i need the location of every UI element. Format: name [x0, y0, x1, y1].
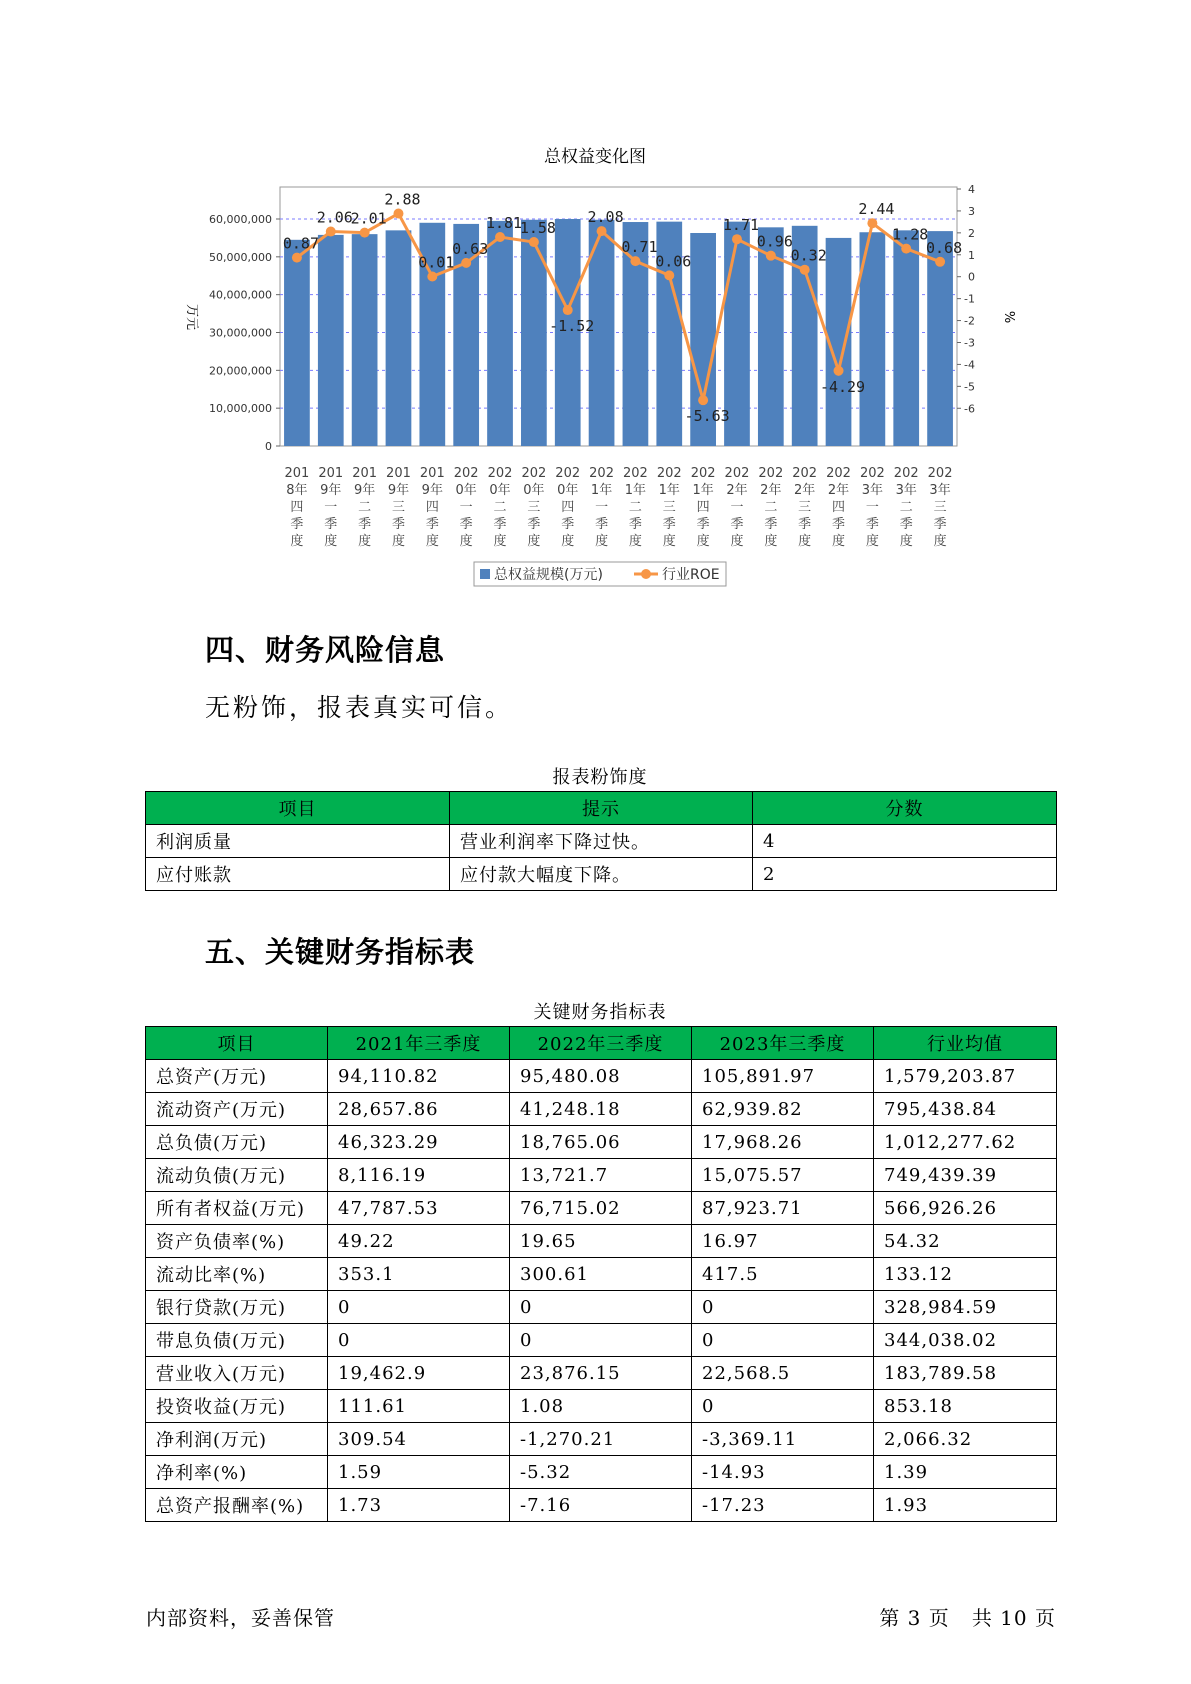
- roe-data-label: 1.81: [485, 214, 523, 233]
- indicator-table-cell: 总负债(万元): [146, 1126, 328, 1159]
- footer-confidential-note: 内部资料，妥善保管: [146, 1606, 335, 1630]
- y-right-tick-label: -5: [964, 380, 975, 394]
- x-category-label: 三: [933, 500, 947, 515]
- y-right-tick-label: -4: [964, 358, 975, 372]
- indicator-table-cell: 328,984.59: [874, 1291, 1057, 1324]
- indicator-table-cell: 47,787.53: [328, 1192, 510, 1225]
- indicator-table-cell: 2,066.32: [874, 1423, 1057, 1456]
- indicator-table-cell: 1.59: [328, 1456, 510, 1489]
- y-right-tick-label: -2: [964, 314, 975, 328]
- y-right-tick-label: 1: [968, 248, 975, 262]
- indicator-table-cell: 28,657.86: [328, 1093, 510, 1126]
- roe-point: [834, 366, 844, 376]
- x-category-label: 一: [459, 500, 473, 515]
- x-category-label: 度: [425, 534, 439, 549]
- x-category-label: 9年: [353, 483, 376, 498]
- indicator-table-cell: 8,116.19: [328, 1159, 510, 1192]
- roe-point: [867, 218, 877, 228]
- x-category-label: 1年: [658, 483, 680, 498]
- legend-line-marker: [641, 569, 651, 579]
- risk-table-row: [146, 825, 1057, 858]
- x-category-label: 3年: [861, 483, 884, 498]
- x-category-label: 202: [792, 466, 818, 481]
- roe-data-label: -5.63: [684, 407, 730, 426]
- x-category-label: 二: [493, 500, 507, 515]
- equity-bar: [487, 221, 513, 446]
- roe-point: [292, 253, 302, 263]
- x-category-label: 202: [893, 466, 919, 481]
- roe-point: [495, 232, 505, 242]
- y-left-tick-label: 20,000,000: [209, 364, 272, 378]
- indicator-table-cell: 344,038.02: [874, 1324, 1057, 1357]
- indicator-table-cell: -7.16: [510, 1489, 692, 1522]
- x-category-label: 2年: [726, 483, 748, 498]
- roe-point: [630, 256, 640, 266]
- x-category-label: 度: [798, 534, 812, 549]
- x-category-label: 2年: [794, 483, 816, 498]
- x-category-label: 0年: [489, 483, 511, 498]
- roe-data-label: -4.29: [819, 377, 866, 396]
- roe-data-label: -1.52: [549, 317, 595, 336]
- legend-bar-label: 总权益规模(万元): [494, 567, 603, 583]
- x-category-label: 9年: [421, 483, 443, 498]
- x-category-label: 季: [425, 517, 439, 532]
- indicator-table-cell: 流动比率(%): [146, 1258, 328, 1291]
- indicator-table-cell: 净利润(万元): [146, 1423, 328, 1456]
- indicator-table-cell: 营业收入(万元): [146, 1357, 328, 1390]
- indicator-table-row: [146, 1489, 1057, 1522]
- risk-table-row: [146, 858, 1057, 891]
- x-category-label: 1年: [624, 483, 647, 498]
- x-category-label: 二: [899, 500, 913, 515]
- indicator-table-cell: 0: [692, 1291, 874, 1324]
- x-category-label: 四: [290, 500, 304, 515]
- indicator-table-cell: 1.93: [874, 1489, 1057, 1522]
- roe-point: [935, 257, 945, 267]
- x-category-label: 二: [628, 500, 642, 515]
- x-category-label: 202: [589, 466, 614, 481]
- risk-table-header-cell: 提示: [450, 792, 753, 825]
- risk-table-cell: 2: [753, 858, 1057, 891]
- x-category-label: 季: [696, 517, 710, 532]
- x-category-label: 202: [826, 466, 851, 481]
- x-category-label: 201: [284, 466, 310, 481]
- indicator-table-cell: 795,438.84: [874, 1093, 1057, 1126]
- indicator-table-cell: -14.93: [692, 1456, 874, 1489]
- x-category-label: 三: [662, 500, 676, 515]
- indicator-table-cell: 流动负债(万元): [146, 1159, 328, 1192]
- indicator-table-cell: 0: [510, 1291, 692, 1324]
- indicator-table-cell: 300.61: [510, 1258, 692, 1291]
- x-category-label: 202: [487, 466, 513, 481]
- indicator-table-cell: 46,323.29: [328, 1126, 510, 1159]
- x-category-label: 1年: [692, 483, 714, 498]
- x-category-label: 度: [324, 534, 338, 549]
- x-category-label: 四: [832, 500, 846, 515]
- indicator-table-cell: 49.22: [328, 1225, 510, 1258]
- indicator-table-header-cell: 2022年三季度: [510, 1027, 692, 1060]
- x-category-label: 度: [628, 534, 642, 549]
- x-category-label: 202: [758, 466, 784, 481]
- indicator-table-cell: 54.32: [874, 1225, 1057, 1258]
- indicator-table-cell: 总资产(万元): [146, 1060, 328, 1093]
- roe-data-label: 2.88: [384, 190, 421, 209]
- indicator-table-row: [146, 1159, 1057, 1192]
- indicator-table-cell: 18,765.06: [510, 1126, 692, 1159]
- risk-table-cell: 应付款大幅度下降。: [450, 858, 753, 891]
- roe-point: [901, 244, 911, 254]
- equity-bar: [284, 240, 310, 446]
- y-left-tick-label: 30,000,000: [209, 326, 272, 340]
- indicator-table-cell: 银行贷款(万元): [146, 1291, 328, 1324]
- roe-data-label: 0.87: [282, 234, 319, 253]
- indicator-table-header: [146, 1027, 1057, 1060]
- indicator-table-row: [146, 1225, 1057, 1258]
- roe-data-label: 2.01: [350, 209, 387, 228]
- x-category-label: 0年: [557, 483, 579, 498]
- risk-table-caption: 报表粉饰度: [552, 767, 648, 788]
- x-category-label: 度: [561, 534, 575, 549]
- y-right-axis-label: %: [1001, 310, 1016, 324]
- roe-point: [698, 395, 708, 405]
- x-category-label: 季: [730, 517, 744, 532]
- indicator-table-row: [146, 1291, 1057, 1324]
- risk-table-header-cell: 项目: [146, 792, 450, 825]
- x-category-label: 季: [561, 517, 575, 532]
- x-category-label: 9年: [387, 483, 410, 498]
- section4-heading: 四、财务风险信息: [205, 633, 446, 667]
- x-category-label: 3年: [895, 483, 917, 498]
- x-category-label: 度: [358, 534, 372, 549]
- x-category-label: 度: [730, 534, 744, 549]
- equity-bar: [352, 234, 378, 446]
- x-category-label: 三: [527, 500, 541, 515]
- indicator-table-cell: 87,923.71: [692, 1192, 874, 1225]
- x-category-label: 8年: [286, 483, 308, 498]
- roe-point: [732, 234, 742, 244]
- indicator-table-cell: 0: [510, 1324, 692, 1357]
- x-category-label: 202: [453, 466, 479, 481]
- indicator-table-cell: 566,926.26: [874, 1192, 1057, 1225]
- indicator-table-cell: 353.1: [328, 1258, 510, 1291]
- roe-point: [326, 227, 336, 237]
- x-category-label: 三: [391, 500, 405, 515]
- indicator-table-cell: 带息负债(万元): [146, 1324, 328, 1357]
- x-category-label: 202: [690, 466, 716, 481]
- risk-table-cell: 4: [753, 825, 1057, 858]
- section4-paragraph: 无粉饰，报表真实可信。: [205, 693, 514, 722]
- x-category-label: 季: [391, 517, 405, 532]
- y-left-tick-label: 50,000,000: [209, 250, 272, 264]
- equity-bar: [318, 235, 344, 446]
- indicator-table-header-cell: 2021年三季度: [328, 1027, 510, 1060]
- x-category-label: 度: [764, 534, 778, 549]
- x-category-label: 一: [324, 500, 338, 515]
- x-category-label: 0年: [523, 483, 545, 498]
- section5-heading: 五、关键财务指标表: [205, 935, 476, 969]
- x-category-label: 季: [628, 517, 642, 532]
- chart-title: 总权益变化图: [544, 147, 646, 167]
- risk-table-cell: 利润质量: [146, 825, 450, 858]
- x-category-label: 季: [662, 517, 676, 532]
- y-left-tick-label: 0: [265, 440, 272, 453]
- risk-table: [145, 791, 1057, 891]
- x-category-label: 二: [358, 500, 372, 515]
- indicator-table-cell: 1.73: [328, 1489, 510, 1522]
- indicator-table-cell: 1,012,277.62: [874, 1126, 1057, 1159]
- legend-line-label: 行业ROE: [662, 567, 720, 583]
- x-category-label: 202: [927, 466, 953, 481]
- x-category-label: 202: [521, 466, 547, 481]
- footer-page-number: 第 3 页 共 10 页: [879, 1606, 1056, 1630]
- indicator-table-cell: 417.5: [692, 1258, 874, 1291]
- indicator-table-cell: 22,568.5: [692, 1357, 874, 1390]
- indicator-table-row: [146, 1423, 1057, 1456]
- roe-data-label: 0.06: [655, 252, 692, 271]
- roe-data-label: 1.71: [722, 216, 760, 235]
- indicator-table-caption: 关键财务指标表: [533, 1002, 667, 1023]
- indicator-table-cell: 183,789.58: [874, 1357, 1057, 1390]
- legend-bar-swatch: [480, 569, 490, 579]
- x-category-label: 3年: [929, 483, 951, 498]
- x-category-label: 一: [595, 500, 609, 515]
- indicator-table-cell: 105,891.97: [692, 1060, 874, 1093]
- indicator-table-cell: 流动资产(万元): [146, 1093, 328, 1126]
- roe-data-label: 0.32: [790, 246, 827, 265]
- indicator-table-cell: 62,939.82: [692, 1093, 874, 1126]
- indicator-table-cell: 0: [692, 1390, 874, 1423]
- x-category-label: 202: [656, 466, 682, 481]
- indicator-table-cell: 41,248.18: [510, 1093, 692, 1126]
- indicator-table-cell: -1,270.21: [510, 1423, 692, 1456]
- indicator-table-row: [146, 1258, 1057, 1291]
- y-right-tick-label: 3: [968, 204, 975, 218]
- indicator-table-cell: 19.65: [510, 1225, 692, 1258]
- x-category-label: 季: [798, 517, 812, 532]
- risk-table-header-cell: 分数: [753, 792, 1057, 825]
- indicator-table-header-cell: 行业均值: [874, 1027, 1057, 1060]
- x-category-label: 度: [832, 534, 846, 549]
- equity-bar: [521, 220, 547, 446]
- x-category-label: 度: [595, 534, 609, 549]
- x-category-label: 二: [764, 500, 778, 515]
- x-category-label: 四: [696, 500, 710, 515]
- x-category-label: 四: [425, 500, 439, 515]
- indicator-table-cell: 76,715.02: [510, 1192, 692, 1225]
- roe-point: [393, 209, 403, 219]
- indicator-table-cell: 1,579,203.87: [874, 1060, 1057, 1093]
- x-category-label: 季: [324, 517, 338, 532]
- indicator-table-cell: 15,075.57: [692, 1159, 874, 1192]
- y-right-tick-label: -6: [964, 402, 975, 416]
- indicator-table-cell: 1.08: [510, 1390, 692, 1423]
- x-category-label: 度: [662, 534, 676, 549]
- x-category-label: 季: [459, 517, 473, 532]
- indicator-table-row: [146, 1456, 1057, 1489]
- indicator-table-row: [146, 1324, 1057, 1357]
- y-right-tick-label: -1: [964, 292, 975, 306]
- x-category-label: 1年: [590, 483, 613, 498]
- x-category-label: 度: [696, 534, 710, 549]
- indicator-table-cell: 17,968.26: [692, 1126, 874, 1159]
- indicator-table-row: [146, 1192, 1057, 1225]
- equity-bar: [893, 230, 919, 446]
- indicator-table-row: [146, 1093, 1057, 1126]
- indicator-table-cell: 所有者权益(万元): [146, 1192, 328, 1225]
- indicator-table-row: [146, 1060, 1057, 1093]
- indicator-table-cell: 1.39: [874, 1456, 1057, 1489]
- roe-point: [766, 251, 776, 261]
- risk-table-cell: 营业利润率下降过快。: [450, 825, 753, 858]
- roe-data-label: 0.96: [756, 232, 793, 251]
- roe-data-label: 0.01: [418, 253, 455, 272]
- x-category-label: 度: [933, 534, 947, 549]
- x-category-label: 季: [358, 517, 372, 532]
- x-category-label: 度: [865, 534, 879, 549]
- indicator-table-cell: 19,462.9: [328, 1357, 510, 1390]
- x-category-label: 一: [730, 500, 744, 515]
- x-category-label: 2年: [827, 483, 850, 498]
- x-category-label: 202: [555, 466, 581, 481]
- x-category-label: 201: [352, 466, 378, 481]
- roe-data-label: 0.63: [452, 239, 489, 258]
- roe-point: [563, 305, 573, 315]
- indicator-table-cell: 111.61: [328, 1390, 510, 1423]
- y-left-tick-label: 60,000,000: [209, 213, 272, 226]
- indicator-table-header-cell: 项目: [146, 1027, 328, 1060]
- roe-point: [529, 237, 539, 247]
- x-category-label: 季: [899, 517, 913, 532]
- x-category-label: 202: [724, 466, 750, 481]
- roe-data-label: 2.08: [587, 208, 624, 227]
- x-category-label: 四: [561, 500, 575, 515]
- x-category-label: 度: [459, 534, 473, 549]
- roe-point: [597, 226, 607, 236]
- indicator-table-cell: 309.54: [328, 1423, 510, 1456]
- x-category-label: 2年: [760, 483, 782, 498]
- roe-data-label: 0.71: [621, 238, 658, 257]
- equity-bar: [386, 230, 412, 446]
- indicator-table-header-cell: 2023年三季度: [692, 1027, 874, 1060]
- indicator-table-cell: 95,480.08: [510, 1060, 692, 1093]
- indicator-table-cell: 0: [328, 1291, 510, 1324]
- x-category-label: 季: [595, 517, 609, 532]
- indicator-table-cell: 23,876.15: [510, 1357, 692, 1390]
- indicator-table-cell: 总资产报酬率(%): [146, 1489, 328, 1522]
- risk-table-header: [146, 792, 1057, 825]
- x-category-label: 季: [865, 517, 879, 532]
- indicator-table-row: [146, 1126, 1057, 1159]
- indicator-table-row: [146, 1357, 1057, 1390]
- roe-data-label: 2.06: [316, 208, 353, 227]
- roe-point: [800, 265, 810, 275]
- roe-point: [360, 228, 370, 238]
- y-left-axis-label: 万元: [184, 303, 199, 331]
- indicator-table-cell: 13,721.7: [510, 1159, 692, 1192]
- indicator-table-cell: -5.32: [510, 1456, 692, 1489]
- indicator-table-row: [146, 1390, 1057, 1423]
- indicator-table-cell: 94,110.82: [328, 1060, 510, 1093]
- x-category-label: 度: [391, 534, 405, 549]
- x-category-label: 0年: [455, 483, 477, 498]
- indicator-table-cell: -3,369.11: [692, 1423, 874, 1456]
- roe-data-label: 1.28: [892, 225, 929, 244]
- roe-data-label: 1.58: [519, 219, 556, 238]
- x-category-label: 季: [527, 517, 541, 532]
- roe-point: [461, 258, 471, 268]
- x-category-label: 9年: [320, 483, 342, 498]
- x-category-label: 季: [290, 517, 304, 532]
- indicator-table-cell: 133.12: [874, 1258, 1057, 1291]
- y-left-tick-label: 40,000,000: [209, 288, 272, 302]
- y-right-tick-label: 2: [968, 226, 975, 240]
- indicator-table-cell: 853.18: [874, 1390, 1057, 1423]
- indicator-table-cell: -17.23: [692, 1489, 874, 1522]
- indicator-table-cell: 净利率(%): [146, 1456, 328, 1489]
- key-indicator-table: [145, 1026, 1057, 1522]
- x-category-label: 季: [764, 517, 778, 532]
- indicator-table-cell: 0: [328, 1324, 510, 1357]
- y-right-tick-label: 4: [968, 183, 975, 196]
- roe-point: [664, 270, 674, 280]
- roe-point: [427, 271, 437, 281]
- x-category-label: 度: [527, 534, 541, 549]
- y-right-tick-label: -3: [964, 336, 975, 350]
- x-category-label: 202: [623, 466, 648, 481]
- x-category-label: 三: [798, 500, 812, 515]
- x-category-label: 201: [386, 466, 411, 481]
- x-category-label: 201: [419, 466, 445, 481]
- risk-table-cell: 应付账款: [146, 858, 450, 891]
- indicator-table-cell: 资产负债率(%): [146, 1225, 328, 1258]
- y-left-tick-label: 10,000,000: [209, 402, 272, 416]
- roe-data-label: 0.68: [926, 238, 963, 257]
- indicator-table-cell: 0: [692, 1324, 874, 1357]
- x-category-label: 202: [859, 466, 885, 481]
- x-category-label: 度: [899, 534, 913, 549]
- equity-change-chart: [0, 0, 1191, 600]
- roe-data-label: 2.44: [858, 200, 895, 219]
- x-category-label: 季: [832, 517, 846, 532]
- x-category-label: 度: [493, 534, 507, 549]
- indicator-table-cell: 749,439.39: [874, 1159, 1057, 1192]
- x-category-label: 201: [318, 466, 344, 481]
- indicator-table-cell: 投资收益(万元): [146, 1390, 328, 1423]
- x-category-label: 度: [290, 534, 304, 549]
- x-category-label: 季: [933, 517, 947, 532]
- x-category-label: 一: [865, 500, 879, 515]
- x-category-label: 季: [493, 517, 507, 532]
- y-right-tick-label: 0: [968, 270, 975, 284]
- indicator-table-cell: 16.97: [692, 1225, 874, 1258]
